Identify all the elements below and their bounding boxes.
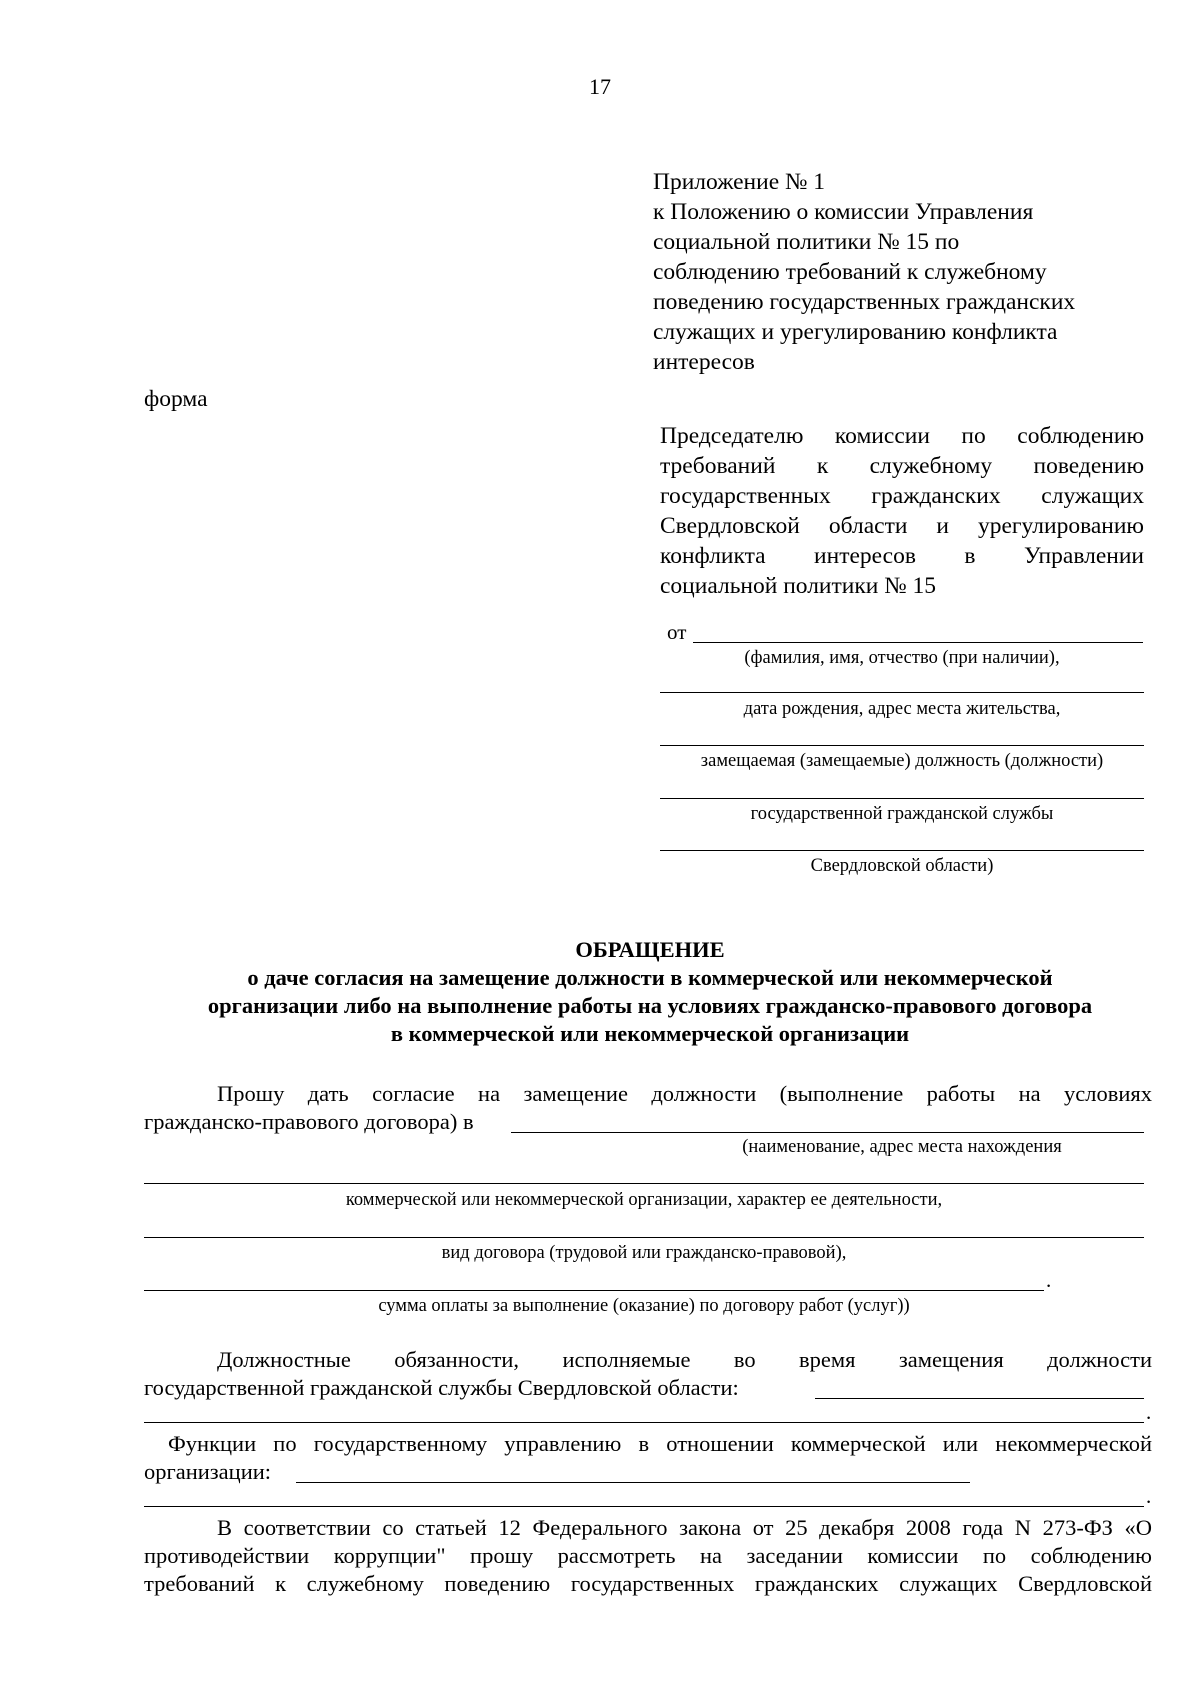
law-line: В соответствии со статьей 12 Федерального закона от 25 декабря 2008 года N 273-ФЗ «О — [217, 1515, 1152, 1540]
position-fill-line[interactable] — [660, 745, 1144, 746]
line-end-period: . — [1046, 1268, 1052, 1292]
addressee-line: Свердловской области и урегулированию — [660, 513, 1144, 539]
appendix-line: интересов — [653, 349, 755, 375]
functions-line: Функции по государственному управлению в отношении коммерческой или некоммерческой — [168, 1431, 1152, 1456]
org-name-fill-line[interactable] — [511, 1132, 1144, 1133]
law-line: противодействии коррупции" прошу рассмотреть на заседании комиссии по соблюдению — [144, 1543, 1152, 1568]
request-caption: вид договора (трудовой или гражданско-правовой), — [441, 1243, 847, 1263]
appendix-line: соблюдению требований к служебному — [653, 259, 1047, 285]
request-caption: (наименование, адрес места нахождения — [742, 1137, 1062, 1157]
page-number: 17 — [589, 74, 611, 99]
functions-fill-line[interactable] — [296, 1482, 970, 1483]
service-fill-line[interactable] — [660, 798, 1144, 799]
document-subtitle-line: организации либо на выполнение работы на условиях гражданско-правового договора — [207, 993, 1093, 1018]
from-caption: Свердловской области) — [810, 856, 994, 876]
org-address-fill-line[interactable] — [144, 1183, 1144, 1184]
from-fill-line[interactable] — [693, 642, 1143, 643]
document-heading: ОБРАЩЕНИЕ — [575, 937, 725, 962]
addressee-line: социальной политики № 15 — [660, 573, 937, 599]
appendix-line: Приложение № 1 — [653, 169, 826, 195]
from-label: от — [667, 620, 687, 644]
duties-line: Должностные обязанности, исполняемые во время замещения должности — [217, 1347, 1152, 1372]
contract-type-fill-line[interactable] — [144, 1237, 1144, 1238]
request-line: Прошу дать согласие на замещение должности (выполнение работы на условиях — [217, 1081, 1152, 1106]
request-line: гражданско-правового договора) в — [144, 1109, 474, 1134]
appendix-block — [653, 167, 1153, 377]
region-fill-line[interactable] — [660, 850, 1144, 851]
from-caption: замещаемая (замещаемые) должность (должности) — [700, 751, 1104, 771]
appendix-line: к Положению о комиссии Управления — [653, 199, 1034, 225]
payment-fill-line[interactable] — [144, 1290, 1044, 1291]
document-subtitle-line: о даче согласия на замещение должности в коммерческой или некоммерческой — [247, 965, 1053, 990]
request-caption: коммерческой или некоммерческой организации, характер ее деятельности, — [345, 1190, 943, 1210]
appendix-line: служащих и урегулированию конфликта — [653, 319, 1058, 345]
appendix-line: поведению государственных гражданских — [653, 289, 1076, 315]
functions-line: организации: — [144, 1459, 272, 1484]
addressee-line: государственных гражданских служащих — [660, 483, 1144, 509]
addressee-line: конфликта интересов в Управлении — [660, 543, 1144, 569]
appendix-line: социальной политики № 15 по — [653, 229, 960, 255]
duties-fill-line-2[interactable] — [144, 1422, 1144, 1423]
addressee-block — [660, 421, 1144, 601]
from-caption: дата рождения, адрес места жительства, — [743, 699, 1061, 719]
duties-line: государственной гражданской службы Свердловской области: — [144, 1375, 739, 1400]
functions-fill-line-2[interactable] — [144, 1506, 1144, 1507]
request-caption: сумма оплаты за выполнение (оказание) по договору работ (услуг)) — [378, 1296, 910, 1316]
from-caption: государственной гражданской службы — [750, 804, 1054, 824]
document-subtitle-line: в коммерческой или некоммерческой организации — [390, 1021, 910, 1046]
addressee-line: требований к служебному поведению — [660, 453, 1144, 479]
addressee-line: Председателю комиссии по соблюдению — [660, 423, 1144, 449]
law-line: требований к служебному поведению государственных гражданских служащих Свердловской — [144, 1571, 1152, 1596]
duties-fill-line[interactable] — [815, 1398, 1144, 1399]
form-label: форма — [144, 386, 208, 412]
line-end-period: . — [1146, 1400, 1152, 1424]
line-end-period: . — [1146, 1484, 1152, 1508]
from-caption: (фамилия, имя, отчество (при наличии), — [744, 648, 1060, 668]
birthdate-fill-line[interactable] — [660, 692, 1144, 693]
